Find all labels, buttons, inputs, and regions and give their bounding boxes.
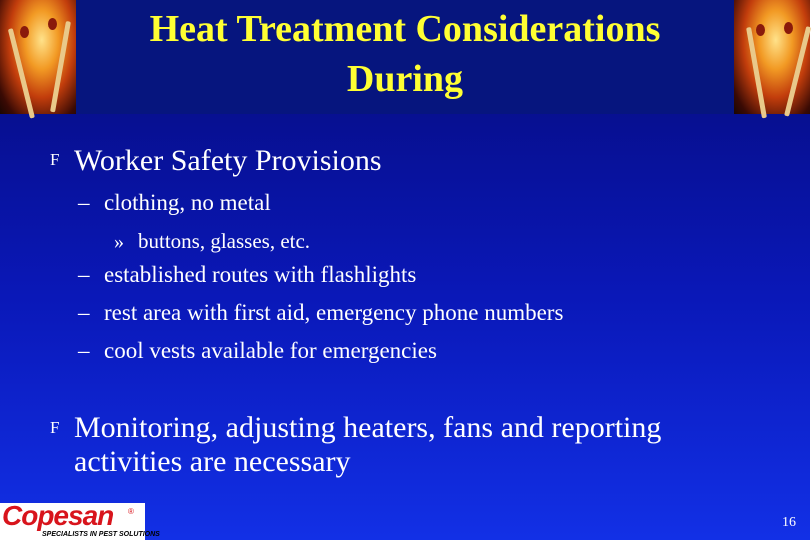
dash-marker: – bbox=[78, 338, 90, 363]
sub-item-clothing bbox=[78, 189, 271, 217]
dash-marker: – bbox=[78, 262, 90, 287]
dash-marker: – bbox=[78, 190, 90, 215]
copesan-logo bbox=[0, 500, 160, 540]
match-stick bbox=[746, 27, 767, 118]
match-head bbox=[20, 26, 29, 38]
sub-item-text: rest area with first aid, emergency phone numbers bbox=[104, 300, 564, 325]
sub-sub-item-buttons bbox=[114, 228, 310, 255]
sub-item-routes bbox=[78, 261, 416, 289]
sub-item-text: clothing, no metal bbox=[104, 190, 271, 215]
double-chevron-marker: » bbox=[114, 231, 124, 253]
registered-mark: ® bbox=[128, 507, 134, 516]
dash-marker: – bbox=[78, 300, 90, 325]
burning-matches-image-left bbox=[0, 0, 76, 114]
slide-title bbox=[90, 4, 720, 104]
bullet-text: Monitoring, adjusting heaters, fans and reporting activities are necessary bbox=[74, 411, 662, 478]
burning-matches-image-right bbox=[734, 0, 810, 114]
match-head bbox=[756, 24, 765, 36]
bullet-text: Worker Safety Provisions bbox=[74, 144, 382, 177]
logo-wordmark: Copesan bbox=[2, 500, 114, 531]
sub-item-cool-vests bbox=[78, 337, 437, 365]
sub-item-text: established routes with flashlights bbox=[104, 262, 417, 287]
bullet-worker-safety bbox=[50, 143, 382, 178]
pointing-hand-icon: F bbox=[50, 150, 60, 169]
match-stick bbox=[8, 28, 35, 118]
sub-sub-item-text: buttons, glasses, etc. bbox=[138, 229, 311, 253]
sub-item-rest-area bbox=[78, 299, 563, 327]
page-number: 16 bbox=[782, 515, 796, 530]
sub-item-text: cool vests available for emergencies bbox=[104, 338, 437, 363]
match-stick bbox=[50, 21, 71, 112]
slide-title-line1: Heat Treatment Considerations bbox=[149, 8, 661, 50]
logo-tagline: SPECIALISTS IN PEST SOLUTIONS bbox=[42, 531, 160, 538]
bullet-monitoring bbox=[50, 411, 774, 479]
slide-title-line2: During bbox=[346, 58, 464, 100]
match-stick bbox=[784, 26, 811, 116]
match-head bbox=[784, 22, 793, 34]
match-head bbox=[48, 18, 57, 30]
pointing-hand-icon: F bbox=[50, 418, 60, 437]
